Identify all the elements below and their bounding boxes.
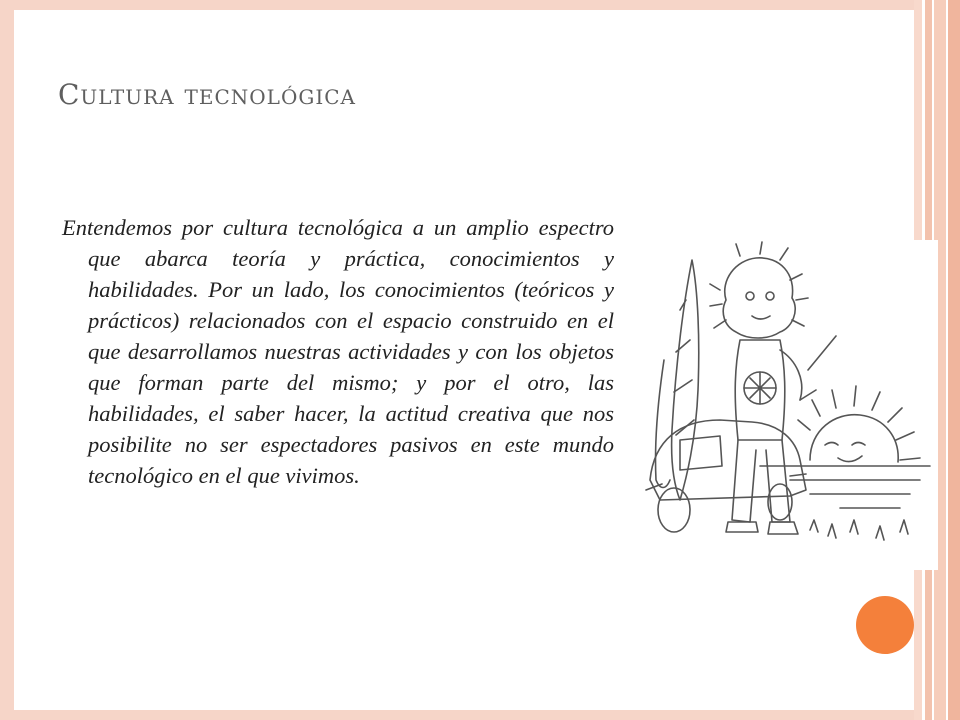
body-paragraph: Entendemos por cultura tecnológica a un amplio espectro que abarca teoría y práctica, conocimientos y habilidades. Por un lado, los conocimientos (teóricos y prácticos) relacionados con el espacio construido en el que desarrollamos nuestras actividades y con los objetos que forman parte del mismo; y por el otro, las habilidades, el saber hacer, la actitud creativa que nos posibilite no ser espectadores pasivos en este mundo tecnológico en el que vivimos.	[62, 215, 614, 488]
accent-circle	[856, 596, 914, 654]
slide-title: Cultura tecnológica	[58, 78, 356, 111]
grass-icon	[810, 520, 908, 540]
sun-icon	[760, 386, 930, 508]
tree-icon	[655, 260, 698, 500]
lion-character-icon	[710, 242, 836, 534]
cartoon-illustration	[640, 240, 938, 570]
